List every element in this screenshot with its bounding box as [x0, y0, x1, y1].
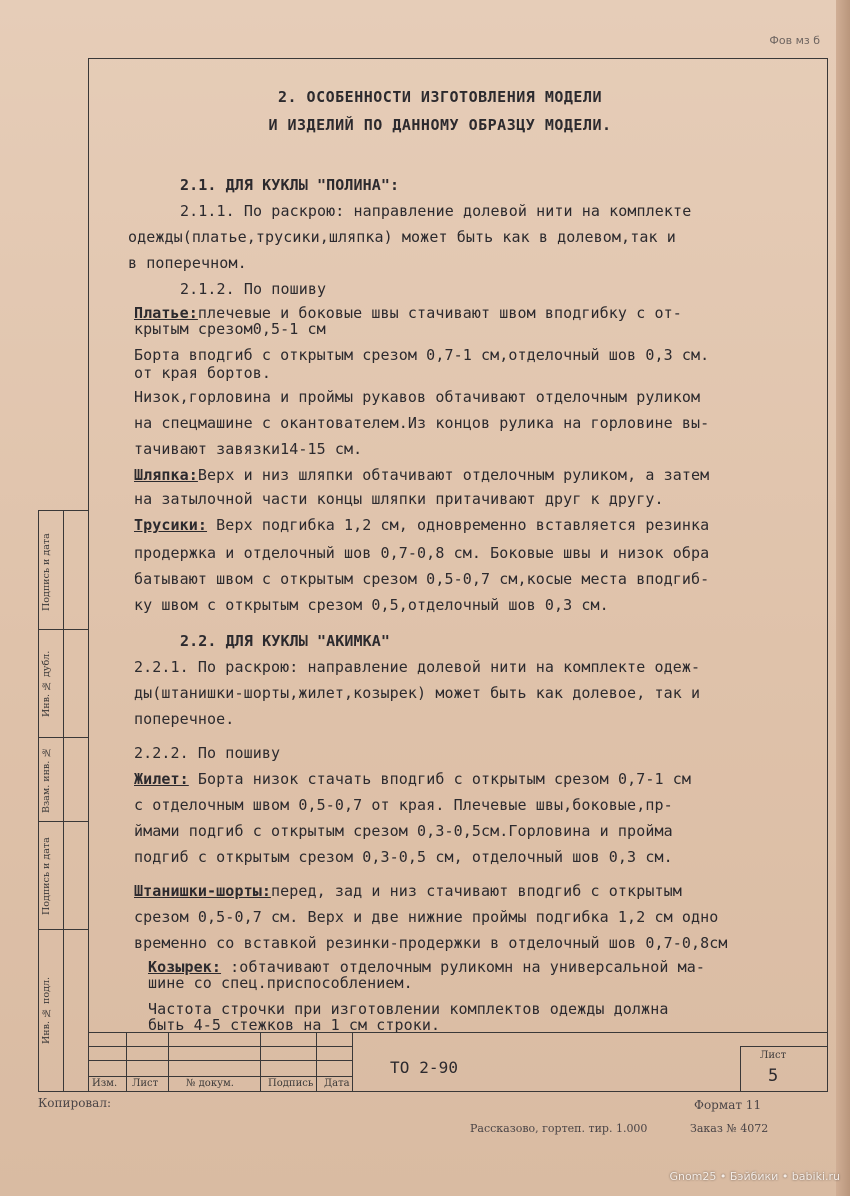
- title-block: [88, 1032, 828, 1092]
- text-line: поперечное.: [134, 710, 235, 728]
- side-label: Инв. № подл.: [41, 977, 52, 1045]
- section-title-line2: И ИЗДЕЛИЙ ПО ДАННОМУ ОБРАЗЦУ МОДЕЛИ.: [268, 116, 612, 134]
- col-label-sheet: Лист: [132, 1078, 159, 1089]
- paper-format: Формат 11: [694, 1098, 762, 1112]
- text-line: в поперечном.: [128, 254, 247, 272]
- text-line: продержка и отделочный шов 0,7-0,8 см. Боковые швы и низок обра: [134, 544, 710, 562]
- shorts-label: Штанишки-шорты:: [134, 882, 271, 900]
- text-line: батывают швом с открытым срезом 0,5-0,7 см,косые места вподгиб-: [134, 570, 710, 588]
- side-label: Подпись и дата: [41, 837, 52, 915]
- order-number: Заказ № 4072: [690, 1122, 769, 1135]
- side-label: Подпись и дата: [41, 533, 52, 611]
- text-line: шине со спец.приспособлением.: [148, 974, 413, 992]
- text-line: Шляпка:Верх и низ шляпки обтачивают отделочным руликом, а затем: [134, 466, 710, 484]
- col-label-change: Изм.: [92, 1078, 118, 1089]
- text-line: быть 4-5 стежков на 1 см строки.: [148, 1016, 441, 1034]
- document-code: ТО 2-90: [390, 1058, 459, 1077]
- text-line: Борта вподгиб с открытым срезом 0,7-1 см,отделочный шов 0,3 см.: [134, 346, 710, 364]
- text-line: тачивают завязки14-15 см.: [134, 440, 363, 458]
- subsection-heading-sewing-2: 2.2.2. По пошиву: [134, 744, 281, 762]
- side-stamp: [38, 510, 88, 1092]
- text-line: ку швом с открытым срезом 0,5,отделочный шов 0,3 см.: [134, 596, 609, 614]
- text-line: ды(штанишки-шорты,жилет,козырек) может быть как долевое, так и: [134, 684, 701, 702]
- col-label-signature: Подпись: [268, 1078, 314, 1089]
- text-line: Частота строчки при изготовлении комплектов одежды должна: [148, 1000, 669, 1018]
- form-number: Фов мз б: [769, 34, 820, 47]
- cap-label: Козырек:: [148, 958, 222, 976]
- section-title-line1: 2. ОСОБЕННОСТИ ИЗГОТОВЛЕНИЯ МОДЕЛИ: [277, 88, 603, 106]
- text-line: Платье:плечевые и боковые швы стачивают швом вподгибку с от-: [134, 304, 682, 322]
- text-line: Низок,горловина и проймы рукавов обтачивают отделочным руликом: [134, 388, 701, 406]
- watermark: Gnom25 • Бэйбики • babiki.ru: [669, 1170, 840, 1183]
- text-line: Жилет: Борта низок стачать вподгиб с открытым срезом 0,7-1 см: [134, 770, 691, 788]
- sheet-label: Лист: [760, 1050, 787, 1061]
- text-line: 2.1.1. По раскрою: направление долевой нити на комплекте: [180, 202, 692, 220]
- text-line: крытым срезом0,5-1 см: [134, 320, 326, 338]
- subsection-heading-sewing: 2.1.2. По пошиву: [180, 280, 327, 298]
- dress-label: Платье:: [134, 304, 198, 322]
- text-line: 2.2.1. По раскрою: направление долевой нити на комплекте одеж-: [134, 658, 701, 676]
- side-label: Взам. инв. №: [41, 746, 52, 814]
- sheet-number: 5: [768, 1066, 779, 1086]
- side-label: Инв. № дубл.: [41, 650, 52, 718]
- printer-info: Рассказово, гортеп. тир. 1.000: [470, 1122, 648, 1135]
- subsection-heading-polina: 2.1. ДЛЯ КУКЛЫ "ПОЛИНА":: [180, 176, 400, 194]
- vest-label: Жилет:: [134, 770, 189, 788]
- text-line: Трусики: Верх подгибка 1,2 см, одновременно вставляется резинка: [134, 516, 710, 534]
- text-line: Штанишки-шорты:перед, зад и низ стачивают вподгиб с открытым: [134, 882, 682, 900]
- text-line: на спецмашине с окантователем.Из концов рулика на горловине вы-: [134, 414, 710, 432]
- col-label-doc-no: № докум.: [186, 1078, 234, 1089]
- panties-label: Трусики:: [134, 516, 208, 534]
- text-line: Козырек: :обтачивают отделочным руликомн на универсальной ма-: [148, 958, 705, 976]
- col-label-date: Дата: [324, 1078, 350, 1089]
- subsection-heading-akimka: 2.2. ДЛЯ КУКЛЫ "АКИМКА": [180, 632, 391, 650]
- text-line: с отделочным швом 0,5-0,7 от края. Плечевые швы,боковые,пр-: [134, 796, 673, 814]
- text-line: временно со вставкой резинки-продержки в отделочный шов 0,7-0,8см: [134, 934, 728, 952]
- text-line: на затылочной части концы шляпки притачивают друг к другу.: [134, 490, 664, 508]
- copied-by: Копировал:: [38, 1096, 111, 1110]
- text-line: от края бортов.: [134, 364, 271, 382]
- text-line: ймами подгиб с открытым срезом 0,3-0,5см.Горловина и пройма: [134, 822, 673, 840]
- text-line: подгиб с открытым срезом 0,3-0,5 см, отделочный шов 0,3 см.: [134, 848, 673, 866]
- text-line: одежды(платье,трусики,шляпка) может быть как в долевом,так и: [128, 228, 676, 246]
- text-line: срезом 0,5-0,7 см. Верх и две нижние проймы подгибка 1,2 см одно: [134, 908, 719, 926]
- hat-label: Шляпка:: [134, 466, 198, 484]
- paper-edge: [836, 0, 850, 1196]
